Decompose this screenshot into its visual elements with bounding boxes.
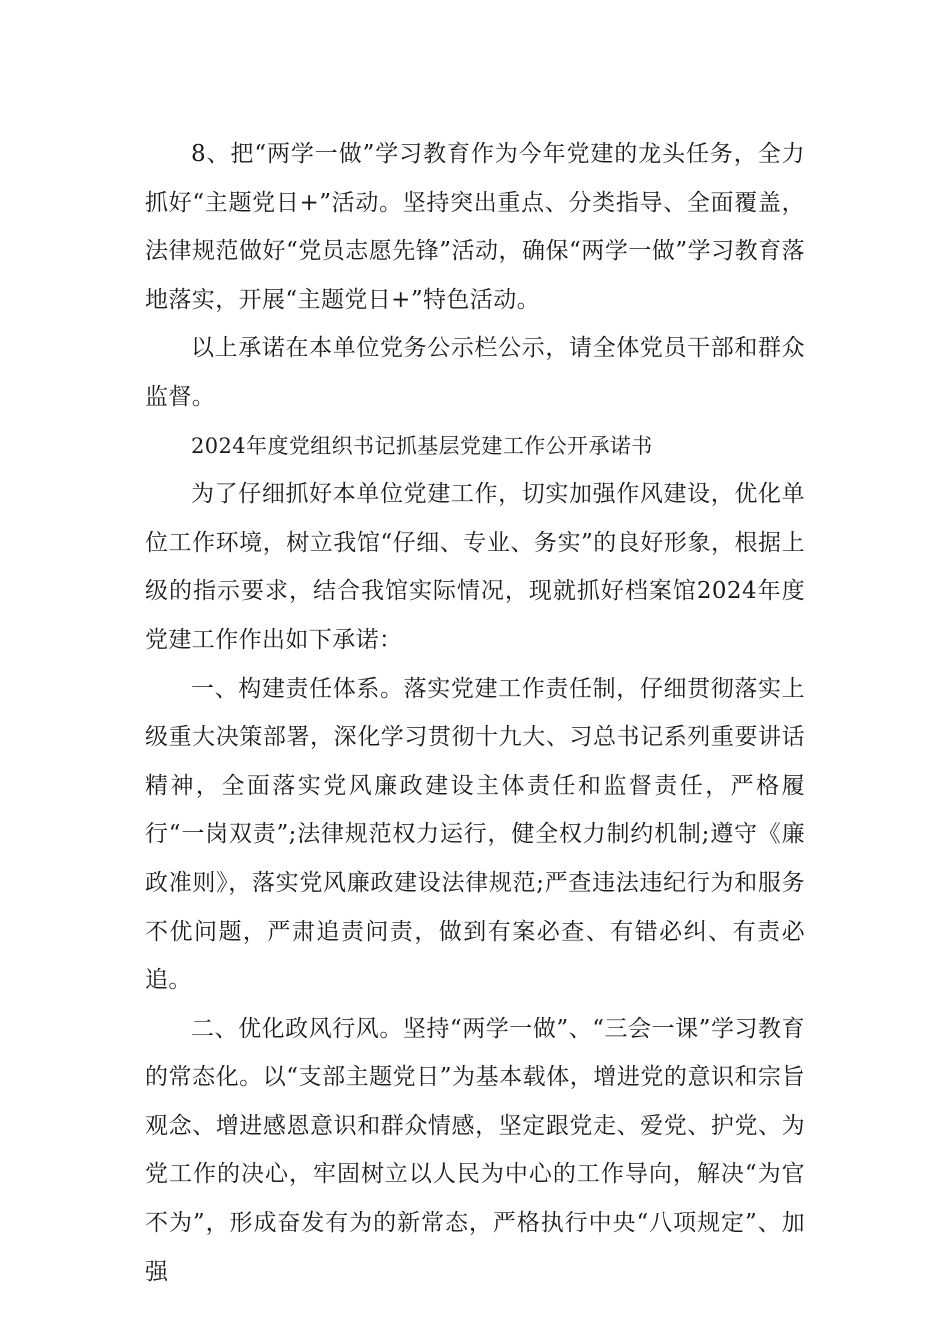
paragraph-item-8: 8、把“两学一做”学习教育作为今年党建的龙头任务，全力抓好“主题党日+”活动。坚持突出重点、分类指导、全面覆盖，法律规范做好“党员志愿先锋”活动，确保“两学一做”学习教育落地落实，开展“主题党日+”特色活动。 xyxy=(145,141,805,313)
commitment-title: 2024年度党组织书记抓基层党建工作公开承诺书 xyxy=(191,433,653,458)
document-body xyxy=(145,130,805,1296)
paragraph-item-2: 二、优化政风行风。坚持“两学一做”、“三会一课”学习教育的常态化。以“支部主题党日”为基本载体，增进党的意识和宗旨观念、增进感恩意识和群众情感，坚定跟党走、爱党、护党、为党工作的决心，牢固树立以人民为中心的工作导向，解决“为官不为”，形成奋发有为的新常态，严格执行中央“八项规定”、加强 xyxy=(145,1015,805,1285)
paragraph-intro: 为了仔细抓好本单位党建工作，切实加强作风建设，优化单位工作环境，树立我馆“仔细、专业、务实”的良好形象，根据上级的指示要求，结合我馆实际情况，现就抓好档案馆2024年度党建工作作出如下承诺： xyxy=(145,481,805,653)
paragraph-notice: 以上承诺在本单位党务公示栏公示，请全体党员干部和群众监督。 xyxy=(145,335,805,410)
paragraph-item-1: 一、构建责任体系。落实党建工作责任制，仔细贯彻落实上级重大决策部署，深化学习贯彻十九大、习总书记系列重要讲话精神，全面落实党风廉政建设主体责任和监督责任，严格履行“一岗双责”;法律规范权力运行，健全权力制约机制;遵守《廉政准则》，落实党风廉政建设法律规范;严查违法违纪行为和服务不优问题，严肃追责问责，做到有案必查、有错必纠、有责必追。 xyxy=(145,675,805,994)
